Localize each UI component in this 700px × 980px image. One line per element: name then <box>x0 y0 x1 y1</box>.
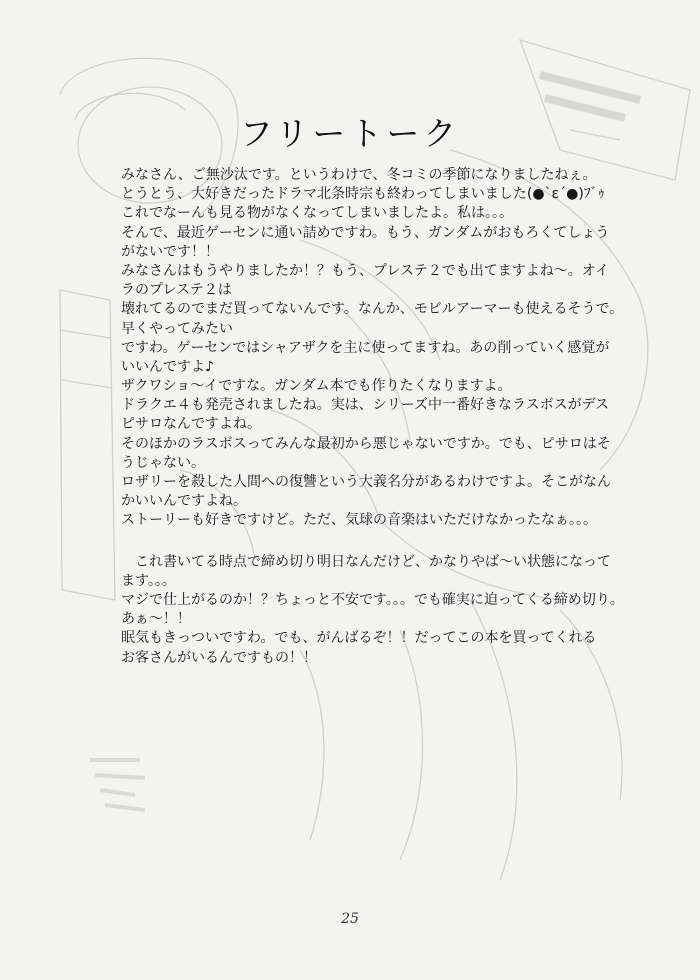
text-line: お客さんがいるんですもの！！ <box>121 649 317 666</box>
text-line: 眠気もきっついですわ。でも、がんばるぞ！！だってこの本を買ってくれる <box>121 630 597 647</box>
text-line: ストーリーも好きですけど。ただ、気球の音楽はいただけなかったなぁ。。。 <box>121 512 597 529</box>
text-line: がないです！！ <box>121 243 219 260</box>
text-line: とうとう、大好きだったドラマ北条時宗も終わってしまいました(●`ε´●)ﾌﾞｩ <box>121 186 605 203</box>
text-line: ロザリーを殺した人間への復讐という大義名分があるわけですよ。そこがなん <box>121 474 611 490</box>
text-line: ラのプレステ２は <box>121 282 232 299</box>
text-line: マジで仕上がるのか！？ちょっと不安です。。。でも確実に迫ってくる締め切り。 <box>121 591 624 608</box>
article-body <box>121 166 624 668</box>
text-line: みなさんはもうやりましたか！？もう、プレステ２でも出てますよね～。オイ <box>121 262 610 279</box>
text-line: ます。。。 <box>121 572 176 589</box>
text-line: ザクワショ～イですな。ガンダム本でも作りたくなりますよ。 <box>121 378 512 395</box>
text-line: うじゃない。 <box>121 454 205 471</box>
text-line: ドラクエ４も発売されましたね。実は、シリーズ中一番好きなラスボスがデス <box>121 397 610 414</box>
text-line: そのほかのラスボスってみんな最初から悪じゃないですか。でも、ピサロはそ <box>121 435 611 452</box>
text-line: みなさん、ご無沙汰です。というわけで、冬コミの季節になりましたねぇ。 <box>121 167 597 183</box>
text-line: そんで、最近ゲーセンに通い詰めですわ。もう、ガンダムがおもろくてしょう <box>121 224 610 241</box>
text-line: あぁ～！！ <box>121 611 191 628</box>
page-title: フリートーク <box>239 114 461 153</box>
text-line: これ書いてる時点で締め切り明日なんだけど、かなりやば～い状態になって <box>135 553 611 570</box>
text-line: これでなーんも見る物がなくなってしまいましたよ。私は。。。 <box>121 205 513 222</box>
paragraph-gap <box>121 531 621 553</box>
text-line: かいいんですよね。 <box>121 493 247 510</box>
text-line: いいんですよ♪ <box>121 358 214 375</box>
text-line: ですわ。ゲーセンではシャアザクを主に使ってますね。あの削っていく感覚が <box>121 339 610 356</box>
text-line: ピサロなんですよね。 <box>121 416 261 433</box>
page-number: 25 <box>341 911 359 927</box>
text-line: 壊れてるのでまだ買ってないんです。なんか、モビルアーマーも使えるそうで。 <box>121 301 624 318</box>
text-line: 早くやってみたい <box>121 320 233 337</box>
